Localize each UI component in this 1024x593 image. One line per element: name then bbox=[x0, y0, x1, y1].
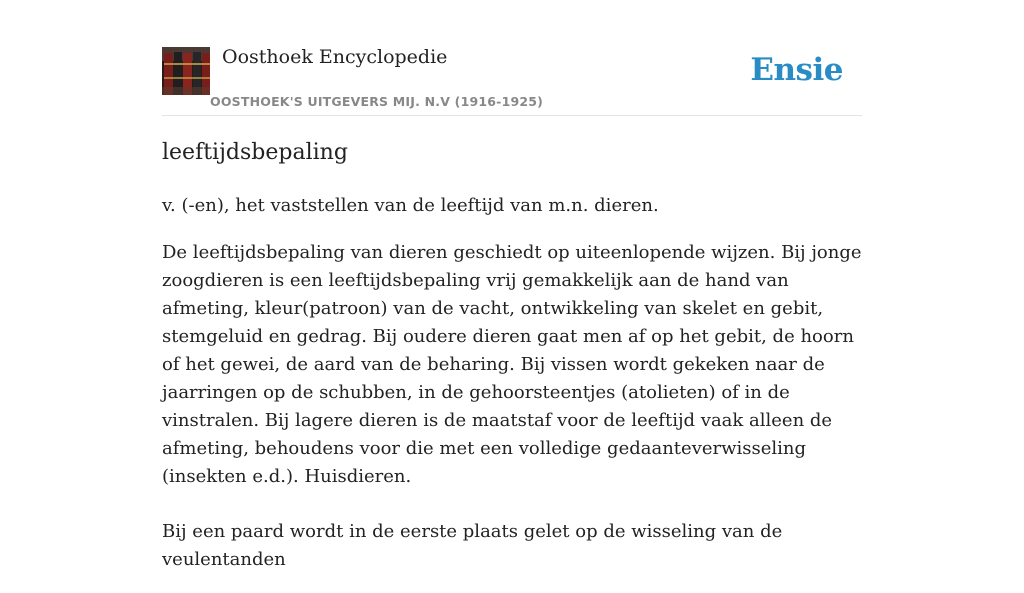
source-title[interactable]: Oosthoek Encyclopedie bbox=[222, 46, 448, 68]
avatar[interactable] bbox=[162, 47, 210, 95]
page bbox=[162, 0, 862, 570]
entry-definition: v. (-en), het vaststellen van de leeftijd van m.n. dieren. bbox=[162, 195, 659, 216]
source-subtitle: OOSTHOEK'S UITGEVERS MIJ. N.V (1916-1925) bbox=[210, 94, 544, 109]
header bbox=[162, 0, 862, 116]
entry-paragraph: Bij een paard wordt in de eerste plaats gelet op de wisseling van de veulentanden bbox=[162, 521, 783, 570]
entry-content bbox=[162, 192, 862, 593]
entry-paragraph: De leeftijdsbepaling van dieren geschiedt op uiteenlopende wijzen. Bij jonge zoogdieren is een leeftijdsbepaling vrij gemakkelijk aan de hand van afmeting, kleur(patroon) van de vacht, ontwikkeling van skelet en gebit, stemgeluid en gedrag. Bij oudere dieren gaat men af op het gebit, de hoorn of het gewei, de aard van de beharing. Bij vissen wordt gekeken naar de jaarringen op de schubben, in de gehoorsteentjes (atolieten) of in de vinstralen. Bij lagere dieren is de maatstaf voor de leeftijd vaak alleen de afmeting, behoudens voor die met een volledige gedaanteverwisseling (insekten e.d.). Huisdieren. bbox=[162, 242, 862, 487]
book-spines-icon bbox=[162, 47, 210, 95]
ensie-logo-link[interactable]: Ensie bbox=[750, 52, 843, 88]
entry-title: leeftijdsbepaling bbox=[162, 140, 348, 165]
